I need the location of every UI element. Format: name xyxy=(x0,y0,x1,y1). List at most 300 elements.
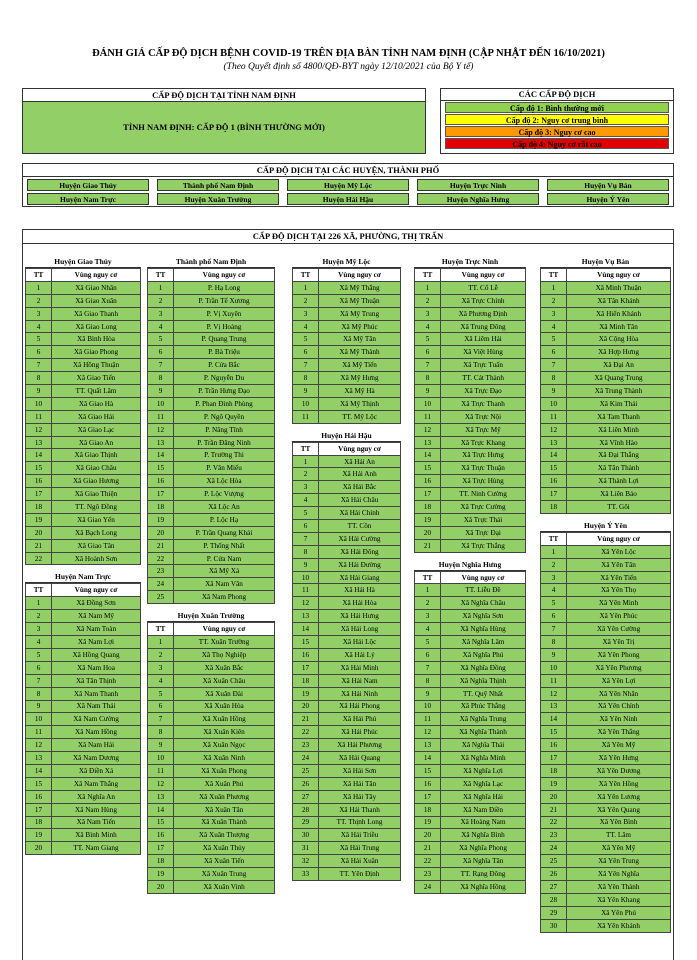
commune-table xyxy=(25,268,141,565)
commune-column xyxy=(414,256,526,900)
commune-name: Xã Xuân Kiên xyxy=(174,726,275,739)
commune-name: Xã Nghĩa Hồng xyxy=(441,880,526,893)
commune-name: Xã Hải Đường xyxy=(319,558,401,571)
commune-name: Xã Yên Khánh xyxy=(567,919,671,932)
row-number: 21 xyxy=(26,539,52,552)
col-tt-header: TT xyxy=(148,269,174,282)
row-number: 8 xyxy=(541,636,567,649)
table-row xyxy=(26,501,141,514)
row-number: 5 xyxy=(26,333,52,346)
commune-name: Xã Tân Thành xyxy=(567,462,671,475)
row-number: 15 xyxy=(26,777,52,790)
row-number: 20 xyxy=(26,842,52,855)
table-row xyxy=(293,545,401,558)
row-number: 23 xyxy=(293,739,319,752)
commune-name: P. Trần Quang Khải xyxy=(174,526,275,539)
table-row xyxy=(26,803,141,816)
row-number: 6 xyxy=(148,700,174,713)
row-number: 28 xyxy=(293,803,319,816)
commune-name: Xã Trực Đạo xyxy=(441,385,526,398)
table-row xyxy=(26,475,141,488)
row-number: 24 xyxy=(541,842,567,855)
table-row xyxy=(26,436,141,449)
row-number: 17 xyxy=(293,661,319,674)
commune-table xyxy=(292,268,401,424)
commune-name: Xã Tân Khánh xyxy=(567,294,671,307)
col-tt-header: TT xyxy=(415,571,441,584)
table-row xyxy=(541,294,671,307)
table-row xyxy=(148,346,275,359)
table-row xyxy=(26,790,141,803)
row-number: 2 xyxy=(148,648,174,661)
table-row xyxy=(148,449,275,462)
row-number: 8 xyxy=(415,674,441,687)
table-row xyxy=(415,488,526,501)
row-number: 9 xyxy=(26,700,52,713)
commune-name: P. Trần Đăng Ninh xyxy=(174,436,275,449)
commune-name: Xã Giao Nhân xyxy=(52,281,141,294)
table-row xyxy=(26,359,141,372)
levels-heading: CÁC CẤP ĐỘ DỊCH xyxy=(441,89,673,101)
commune-name: Xã Hải Hòa xyxy=(319,597,401,610)
province-status: TỈNH NAM ĐỊNH: CẤP ĐỘ 1 (BÌNH THƯỜNG MỚI) xyxy=(23,102,425,153)
table-row xyxy=(541,687,671,700)
commune-name: Xã Giao Thiện xyxy=(52,488,141,501)
commune-name: Xã Hải Minh xyxy=(319,661,401,674)
row-number: 3 xyxy=(541,571,567,584)
commune-name: Xã Đại Thắng xyxy=(567,449,671,462)
commune-name: Xã Yên Quang xyxy=(567,803,671,816)
table-row xyxy=(293,816,401,829)
level-item: Cấp độ 4: Nguy cơ rất cao xyxy=(445,138,669,149)
group-heading: Huyện Hải Hậu xyxy=(292,430,401,442)
commune-name: Xã Hải Hưng xyxy=(319,610,401,623)
row-number: 14 xyxy=(26,449,52,462)
row-number: 3 xyxy=(415,610,441,623)
row-number: 24 xyxy=(293,752,319,765)
row-number: 15 xyxy=(26,462,52,475)
commune-name: Xã Hải Nam xyxy=(319,674,401,687)
table-row xyxy=(26,816,141,829)
table-row xyxy=(26,346,141,359)
row-number: 13 xyxy=(415,436,441,449)
commune-group xyxy=(25,256,141,565)
table-row xyxy=(148,333,275,346)
row-number: 23 xyxy=(148,565,174,578)
table-row xyxy=(148,726,275,739)
districts-box xyxy=(22,163,674,207)
commune-name: Xã Trung Đông xyxy=(441,320,526,333)
table-row xyxy=(26,397,141,410)
row-number: 7 xyxy=(293,532,319,545)
table-row xyxy=(415,385,526,398)
row-number: 11 xyxy=(415,713,441,726)
row-number: 1 xyxy=(541,545,567,558)
row-number: 1 xyxy=(148,281,174,294)
commune-column xyxy=(540,256,671,939)
row-number: 9 xyxy=(541,385,567,398)
table-row xyxy=(415,610,526,623)
commune-name: Xã Nghĩa Châu xyxy=(441,597,526,610)
table-row xyxy=(26,307,141,320)
communes-heading: CẤP ĐỘ DỊCH TẠI 226 XÃ, PHƯỜNG, THỊ TRẤN xyxy=(23,230,673,244)
commune-name: Xã Xuân Thủy xyxy=(174,842,275,855)
row-number: 11 xyxy=(293,410,319,423)
commune-name: Xã Trực Khang xyxy=(441,436,526,449)
commune-name: P. Trần Tế Xương xyxy=(174,294,275,307)
table-row xyxy=(541,726,671,739)
district-cell: Huyện Nghĩa Hưng xyxy=(417,193,539,205)
row-number: 12 xyxy=(293,597,319,610)
row-number: 21 xyxy=(415,842,441,855)
row-number: 3 xyxy=(415,307,441,320)
row-number: 3 xyxy=(541,307,567,320)
commune-name: Xã Mỹ Phúc xyxy=(319,320,401,333)
commune-name: Xã Hợp Hưng xyxy=(567,346,671,359)
row-number: 13 xyxy=(541,436,567,449)
table-row xyxy=(26,597,141,610)
table-row xyxy=(293,397,401,410)
commune-name: Xã Nghĩa Hải xyxy=(441,790,526,803)
commune-name: Xã Hải Cường xyxy=(319,532,401,545)
table-row xyxy=(541,777,671,790)
row-number: 11 xyxy=(148,764,174,777)
table-row xyxy=(541,558,671,571)
table-row xyxy=(541,803,671,816)
commune-name: Xã Mỹ Thuận xyxy=(319,294,401,307)
row-number: 20 xyxy=(415,526,441,539)
commune-name: Xã Nam Hải xyxy=(52,739,141,752)
commune-name: Xã Nghĩa Phong xyxy=(441,842,526,855)
row-number: 7 xyxy=(415,661,441,674)
commune-name: Xã Thành Lợi xyxy=(567,475,671,488)
commune-group xyxy=(147,256,275,604)
table-row xyxy=(148,281,275,294)
commune-name: Xã Hải Long xyxy=(319,623,401,636)
table-row xyxy=(293,661,401,674)
commune-name: Xã Việt Hùng xyxy=(441,346,526,359)
table-row xyxy=(148,423,275,436)
col-tt-header: TT xyxy=(26,269,52,282)
commune-name: Xã Minh Thuận xyxy=(567,281,671,294)
table-row xyxy=(26,752,141,765)
row-number: 30 xyxy=(541,919,567,932)
row-number: 8 xyxy=(148,372,174,385)
table-row xyxy=(415,372,526,385)
row-number: 21 xyxy=(541,803,567,816)
commune-name: Xã Xuân Bắc xyxy=(174,661,275,674)
commune-name: Xã Hải Tân xyxy=(319,777,401,790)
levels-list xyxy=(441,102,673,149)
row-number: 6 xyxy=(26,661,52,674)
commune-name: Xã Yên Mỹ xyxy=(567,739,671,752)
row-number: 17 xyxy=(26,488,52,501)
table-row xyxy=(541,700,671,713)
commune-name: P. Trường Thi xyxy=(174,449,275,462)
row-number: 13 xyxy=(26,436,52,449)
table-row xyxy=(415,397,526,410)
commune-name: Xã Yên Phương xyxy=(567,661,671,674)
row-number: 16 xyxy=(26,475,52,488)
row-number: 12 xyxy=(26,739,52,752)
row-number: 4 xyxy=(26,320,52,333)
row-number: 13 xyxy=(541,700,567,713)
table-row xyxy=(415,410,526,423)
commune-name: Xã Hải Lộc xyxy=(319,636,401,649)
table-row xyxy=(26,842,141,855)
commune-name: Xã Hải Giang xyxy=(319,571,401,584)
table-row xyxy=(415,281,526,294)
commune-name: Xã Nghĩa Bình xyxy=(441,829,526,842)
table-row xyxy=(26,410,141,423)
table-row xyxy=(148,816,275,829)
row-number: 17 xyxy=(148,842,174,855)
row-number: 11 xyxy=(293,584,319,597)
commune-name: Xã Hải Chính xyxy=(319,507,401,520)
table-row xyxy=(148,526,275,539)
table-row xyxy=(26,281,141,294)
row-number: 27 xyxy=(293,790,319,803)
row-number: 20 xyxy=(415,829,441,842)
commune-name: Xã Yên Khang xyxy=(567,893,671,906)
table-row xyxy=(415,294,526,307)
row-number: 6 xyxy=(541,346,567,359)
row-number: 17 xyxy=(415,790,441,803)
district-cell: Huyện Xuân Trường xyxy=(157,193,279,205)
row-number: 2 xyxy=(148,294,174,307)
commune-name: Xã Bình Hòa xyxy=(52,333,141,346)
row-number: 17 xyxy=(541,488,567,501)
row-number: 5 xyxy=(293,507,319,520)
row-number: 17 xyxy=(541,752,567,765)
row-number: 18 xyxy=(148,501,174,514)
table-row xyxy=(415,623,526,636)
commune-name: Xã Nghĩa Lợi xyxy=(441,764,526,777)
row-number: 1 xyxy=(148,636,174,649)
table-row xyxy=(541,713,671,726)
commune-name: P. Phan Đình Phùng xyxy=(174,397,275,410)
commune-name: TT. Liễu Đề xyxy=(441,584,526,597)
row-number: 2 xyxy=(293,294,319,307)
col-zone-header: Vùng nguy cơ xyxy=(174,623,275,636)
table-row xyxy=(415,423,526,436)
row-number: 12 xyxy=(148,423,174,436)
row-number: 4 xyxy=(415,623,441,636)
group-heading: Huyện Giao Thủy xyxy=(25,256,141,268)
row-number: 9 xyxy=(148,385,174,398)
commune-name: Xã Mỹ Thịnh xyxy=(319,397,401,410)
group-heading: Thành phố Nam Định xyxy=(147,256,275,268)
commune-name: Xã Trực Cường xyxy=(441,501,526,514)
col-zone-header: Vùng nguy cơ xyxy=(52,269,141,282)
commune-name: P. Bà Triệu xyxy=(174,346,275,359)
row-number: 22 xyxy=(541,816,567,829)
commune-name: Xã Tam Thanh xyxy=(567,410,671,423)
commune-name: Xã Trực Đại xyxy=(441,526,526,539)
row-number: 7 xyxy=(148,359,174,372)
table-row xyxy=(148,307,275,320)
commune-name: TT. Nam Giang xyxy=(52,842,141,855)
commune-table xyxy=(147,622,275,894)
table-row xyxy=(148,713,275,726)
commune-column xyxy=(147,256,275,900)
table-row xyxy=(26,739,141,752)
table-row xyxy=(293,623,401,636)
row-number: 22 xyxy=(26,552,52,565)
table-row xyxy=(26,777,141,790)
table-row xyxy=(541,661,671,674)
table-row xyxy=(26,513,141,526)
row-number: 29 xyxy=(293,816,319,829)
row-number: 8 xyxy=(148,726,174,739)
row-number: 33 xyxy=(293,868,319,881)
commune-name: Xã Giao Hải xyxy=(52,410,141,423)
row-number: 16 xyxy=(148,475,174,488)
table-row xyxy=(293,700,401,713)
row-number: 10 xyxy=(541,397,567,410)
row-number: 2 xyxy=(541,294,567,307)
commune-name: TT. Thịnh Long xyxy=(319,816,401,829)
commune-name: Xã Yên Thắng xyxy=(567,726,671,739)
group-heading: Huyện Nghĩa Hưng xyxy=(414,559,526,571)
commune-group xyxy=(414,256,526,553)
table-row xyxy=(415,829,526,842)
table-row xyxy=(148,513,275,526)
commune-column xyxy=(292,256,401,887)
row-number: 16 xyxy=(415,777,441,790)
table-row xyxy=(26,462,141,475)
table-row xyxy=(293,507,401,520)
row-number: 7 xyxy=(26,674,52,687)
row-number: 10 xyxy=(415,397,441,410)
table-row xyxy=(293,674,401,687)
row-number: 4 xyxy=(148,320,174,333)
commune-name: Xã Nghĩa Lạc xyxy=(441,777,526,790)
commune-name: Xã Xuân Phương xyxy=(174,790,275,803)
commune-name: P. Cửa Nam xyxy=(174,552,275,565)
row-number: 7 xyxy=(415,359,441,372)
commune-table xyxy=(540,268,671,514)
group-heading: Huyện Nam Trực xyxy=(25,571,141,583)
commune-table xyxy=(414,571,526,894)
row-number: 8 xyxy=(293,545,319,558)
commune-name: Xã Mỹ Tiến xyxy=(319,359,401,372)
commune-name: Xã Nghĩa An xyxy=(52,790,141,803)
table-row xyxy=(26,700,141,713)
commune-name: Xã Hồng Quang xyxy=(52,648,141,661)
row-number: 10 xyxy=(541,661,567,674)
row-number: 6 xyxy=(26,346,52,359)
commune-name: P. Nguyễn Du xyxy=(174,372,275,385)
commune-name: Xã Giao Lạc xyxy=(52,423,141,436)
row-number: 15 xyxy=(293,636,319,649)
commune-name: TT. Ngô Đồng xyxy=(52,501,141,514)
commune-name: Xã Mỹ Thành xyxy=(319,346,401,359)
commune-name: Xã Hải Phúc xyxy=(319,726,401,739)
commune-name: Xã Yên Thọ xyxy=(567,584,671,597)
table-row xyxy=(293,868,401,881)
table-row xyxy=(415,790,526,803)
table-row xyxy=(541,855,671,868)
table-row xyxy=(26,372,141,385)
row-number: 8 xyxy=(541,372,567,385)
commune-name: Xã Bình Minh xyxy=(52,829,141,842)
row-number: 18 xyxy=(541,764,567,777)
commune-name: Xã Tân Thịnh xyxy=(52,674,141,687)
table-row xyxy=(148,397,275,410)
group-heading: Huyện Vụ Bản xyxy=(540,256,671,268)
table-row xyxy=(541,423,671,436)
commune-name: Xã Giao Phong xyxy=(52,346,141,359)
commune-name: Xã Nghĩa Thành xyxy=(441,726,526,739)
table-row xyxy=(148,436,275,449)
commune-name: Xã Nam Tiến xyxy=(52,816,141,829)
table-row xyxy=(541,307,671,320)
commune-name: Xã Hải Đông xyxy=(319,545,401,558)
commune-name: Xã Thọ Nghiệp xyxy=(174,648,275,661)
commune-table xyxy=(292,442,401,881)
table-row xyxy=(26,610,141,623)
commune-name: Xã Nghĩa Đồng xyxy=(441,661,526,674)
table-row xyxy=(541,436,671,449)
table-header-row xyxy=(541,532,671,545)
row-number: 27 xyxy=(541,880,567,893)
table-header-row xyxy=(148,623,275,636)
commune-name: TT. Ninh Cường xyxy=(441,488,526,501)
table-row xyxy=(293,610,401,623)
commune-name: Xã Nghĩa Thái xyxy=(441,739,526,752)
commune-name: Xã Xuân Phú xyxy=(174,777,275,790)
table-row xyxy=(415,346,526,359)
commune-name: TT. Lâm xyxy=(567,829,671,842)
row-number: 13 xyxy=(148,790,174,803)
table-row xyxy=(541,868,671,881)
table-header-row xyxy=(26,584,141,597)
commune-name: Xã Hải Ninh xyxy=(319,687,401,700)
row-number: 17 xyxy=(148,488,174,501)
commune-name: Xã Yên Lộc xyxy=(567,545,671,558)
page-subtitle: (Theo Quyết định số 4800/QĐ-BYT ngày 12/10/2021 của Bộ Y tế) xyxy=(223,62,474,72)
table-row xyxy=(293,359,401,372)
table-row xyxy=(293,468,401,481)
table-row xyxy=(293,294,401,307)
table-header-row xyxy=(293,269,401,282)
table-row xyxy=(26,661,141,674)
row-number: 3 xyxy=(26,623,52,636)
table-row xyxy=(293,455,401,468)
row-number: 6 xyxy=(415,346,441,359)
commune-name: Xã Trực Thái xyxy=(441,513,526,526)
row-number: 4 xyxy=(26,636,52,649)
row-number: 6 xyxy=(415,648,441,661)
table-row xyxy=(293,558,401,571)
row-number: 5 xyxy=(415,333,441,346)
commune-name: Xã Trực Chính xyxy=(441,294,526,307)
row-number: 6 xyxy=(293,520,319,533)
row-number: 2 xyxy=(415,597,441,610)
commune-name: Xã Xuân Ngọc xyxy=(174,739,275,752)
table-row xyxy=(415,764,526,777)
table-row xyxy=(293,494,401,507)
commune-name: Xã Giao Hà xyxy=(52,397,141,410)
commune-name: Xã Trực Hưng xyxy=(441,449,526,462)
row-number: 24 xyxy=(148,578,174,591)
row-number: 24 xyxy=(415,880,441,893)
commune-name: Xã Trực Thanh xyxy=(441,397,526,410)
col-zone-header: Vùng nguy cơ xyxy=(319,269,401,282)
commune-name: Xã Hải Sơn xyxy=(319,764,401,777)
row-number: 6 xyxy=(148,346,174,359)
